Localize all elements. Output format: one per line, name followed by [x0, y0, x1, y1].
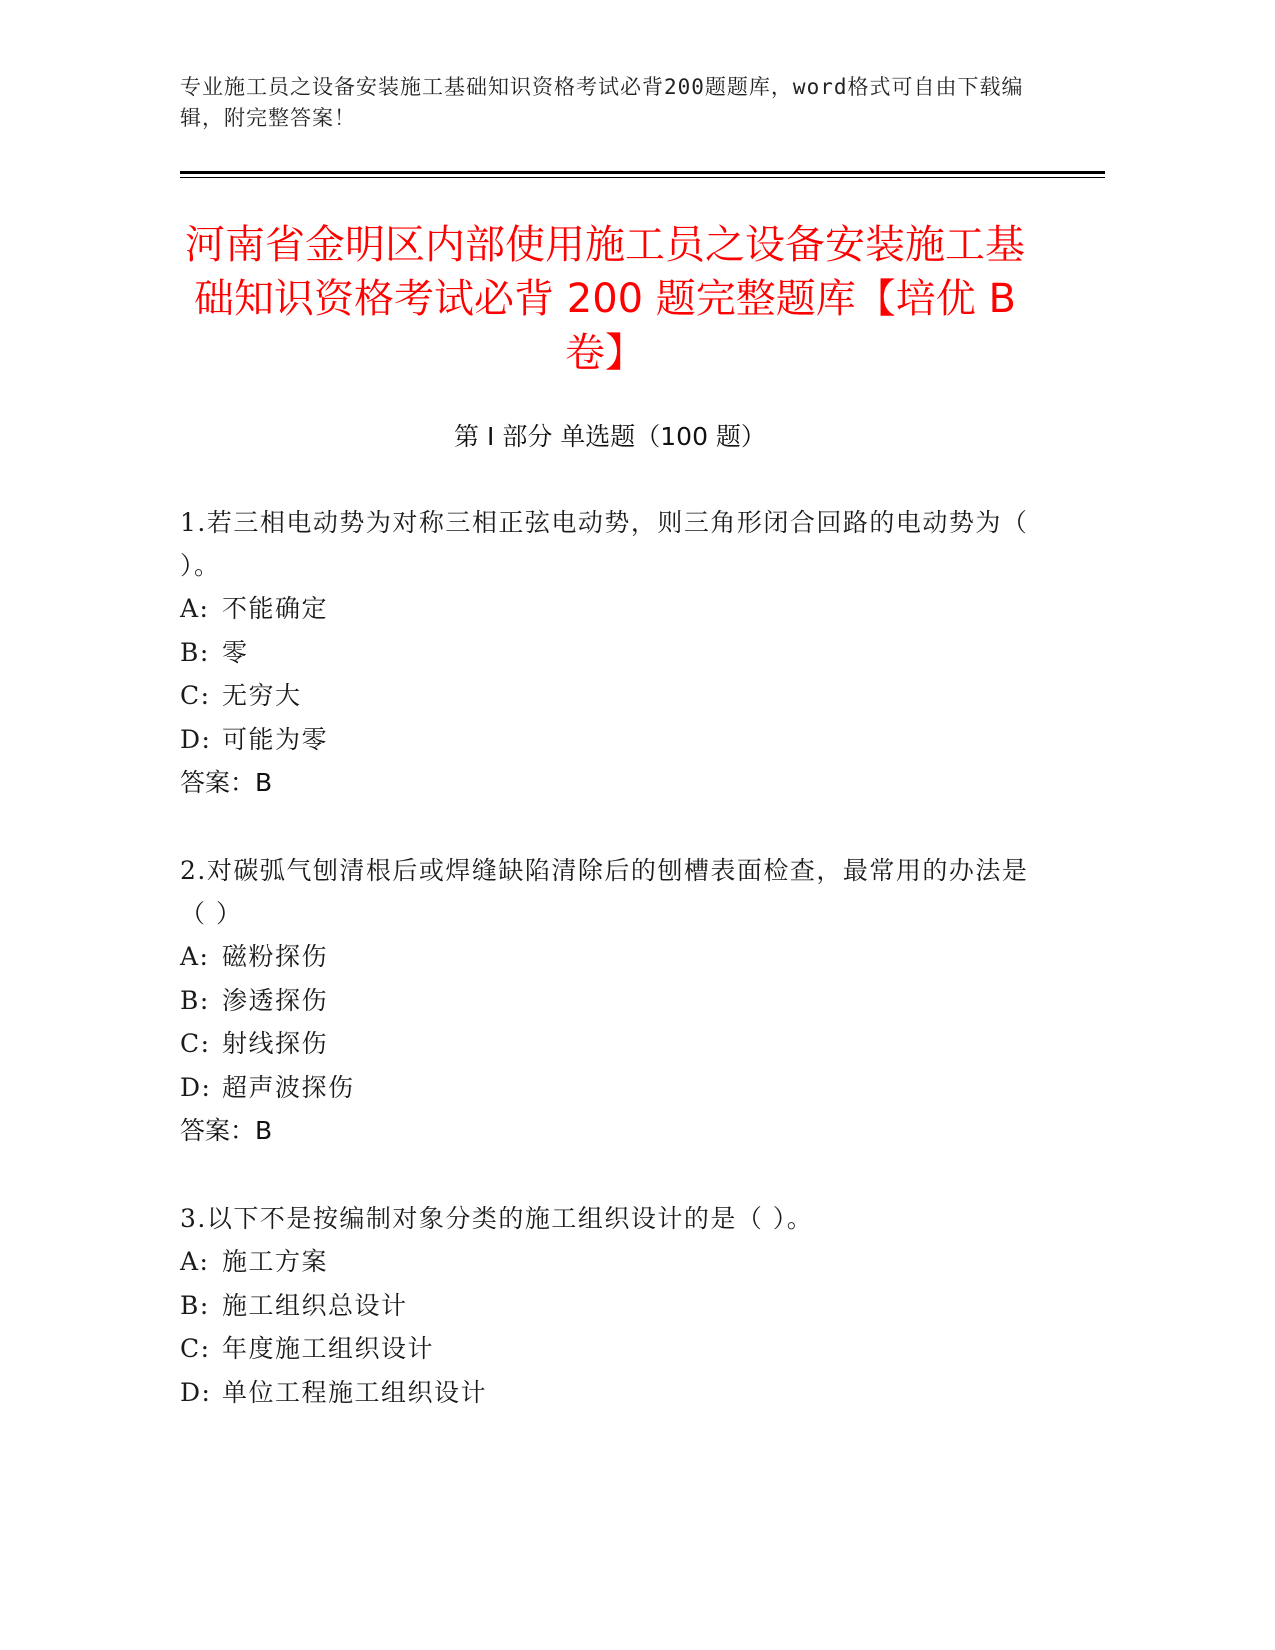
- option-text: 年度施工组织设计: [222, 1334, 435, 1363]
- document-title: 河南省金明区内部使用施工员之设备安装施工基础知识资格考试必背 200 题完整题库【培优 B 卷】: [185, 222, 1025, 376]
- option-letter: B:: [180, 985, 210, 1015]
- option-text: 单位工程施工组织设计: [222, 1377, 488, 1407]
- question-stem: 2.对碳弧气刨清根后或焊缝缺陷清除后的刨槽表面检查，最常用的办法是（ ）: [180, 856, 1029, 928]
- question-answer: 答案：B: [180, 768, 273, 797]
- option-b: [180, 1284, 1030, 1328]
- option-letter: A:: [180, 1247, 210, 1276]
- question-stem: 3.以下不是按编制对象分类的施工组织设计的是（ ）。: [180, 1204, 814, 1233]
- option-letter: C:: [180, 681, 211, 710]
- option-letter: D:: [180, 724, 212, 754]
- option-d: [180, 1066, 1030, 1110]
- option-letter: B:: [180, 637, 210, 667]
- question-3: [180, 1197, 1030, 1414]
- option-text: 渗透探伤: [222, 985, 329, 1015]
- option-letter: A:: [180, 594, 210, 623]
- option-text: 磁粉探伤: [222, 942, 329, 971]
- question-1: [180, 501, 1030, 805]
- question-stem: 1.若三相电动势为对称三相正弦电动势，则三角形闭合回路的电动势为（ ）。: [180, 508, 1029, 580]
- option-a: [180, 587, 1030, 631]
- option-d: [180, 718, 1030, 762]
- option-text: 射线探伤: [222, 1029, 329, 1058]
- option-text: 施工方案: [222, 1247, 329, 1276]
- option-text: 施工组织总设计: [222, 1290, 408, 1320]
- option-letter: C:: [180, 1334, 211, 1363]
- option-text: 超声波探伤: [222, 1072, 355, 1102]
- option-b: [180, 631, 1030, 675]
- option-a: [180, 935, 1030, 979]
- option-c: [180, 1022, 1030, 1066]
- option-letter: D:: [180, 1072, 212, 1102]
- header-note: 专业施工员之设备安装施工基础知识资格考试必背200题题库，word格式可自由下载编辑，附完整答案！: [180, 75, 1024, 130]
- option-text: 可能为零: [222, 724, 329, 754]
- option-letter: B:: [180, 1290, 210, 1320]
- option-b: [180, 979, 1030, 1023]
- question-2: [180, 849, 1030, 1153]
- option-d: [180, 1371, 1030, 1415]
- option-text: 无穷大: [222, 681, 302, 710]
- option-a: [180, 1240, 1030, 1284]
- option-letter: A:: [180, 942, 210, 971]
- option-letter: C:: [180, 1029, 211, 1058]
- question-answer: 答案：B: [180, 1116, 273, 1145]
- section-title: 第 I 部分 单选题（100 题）: [454, 422, 766, 451]
- header-rule-thin: [180, 177, 1105, 178]
- option-text: 零: [222, 637, 249, 667]
- header-rule-thick: [180, 171, 1105, 174]
- option-c: [180, 674, 1030, 718]
- option-c: [180, 1327, 1030, 1371]
- option-text: 不能确定: [222, 594, 329, 623]
- option-letter: D:: [180, 1377, 212, 1407]
